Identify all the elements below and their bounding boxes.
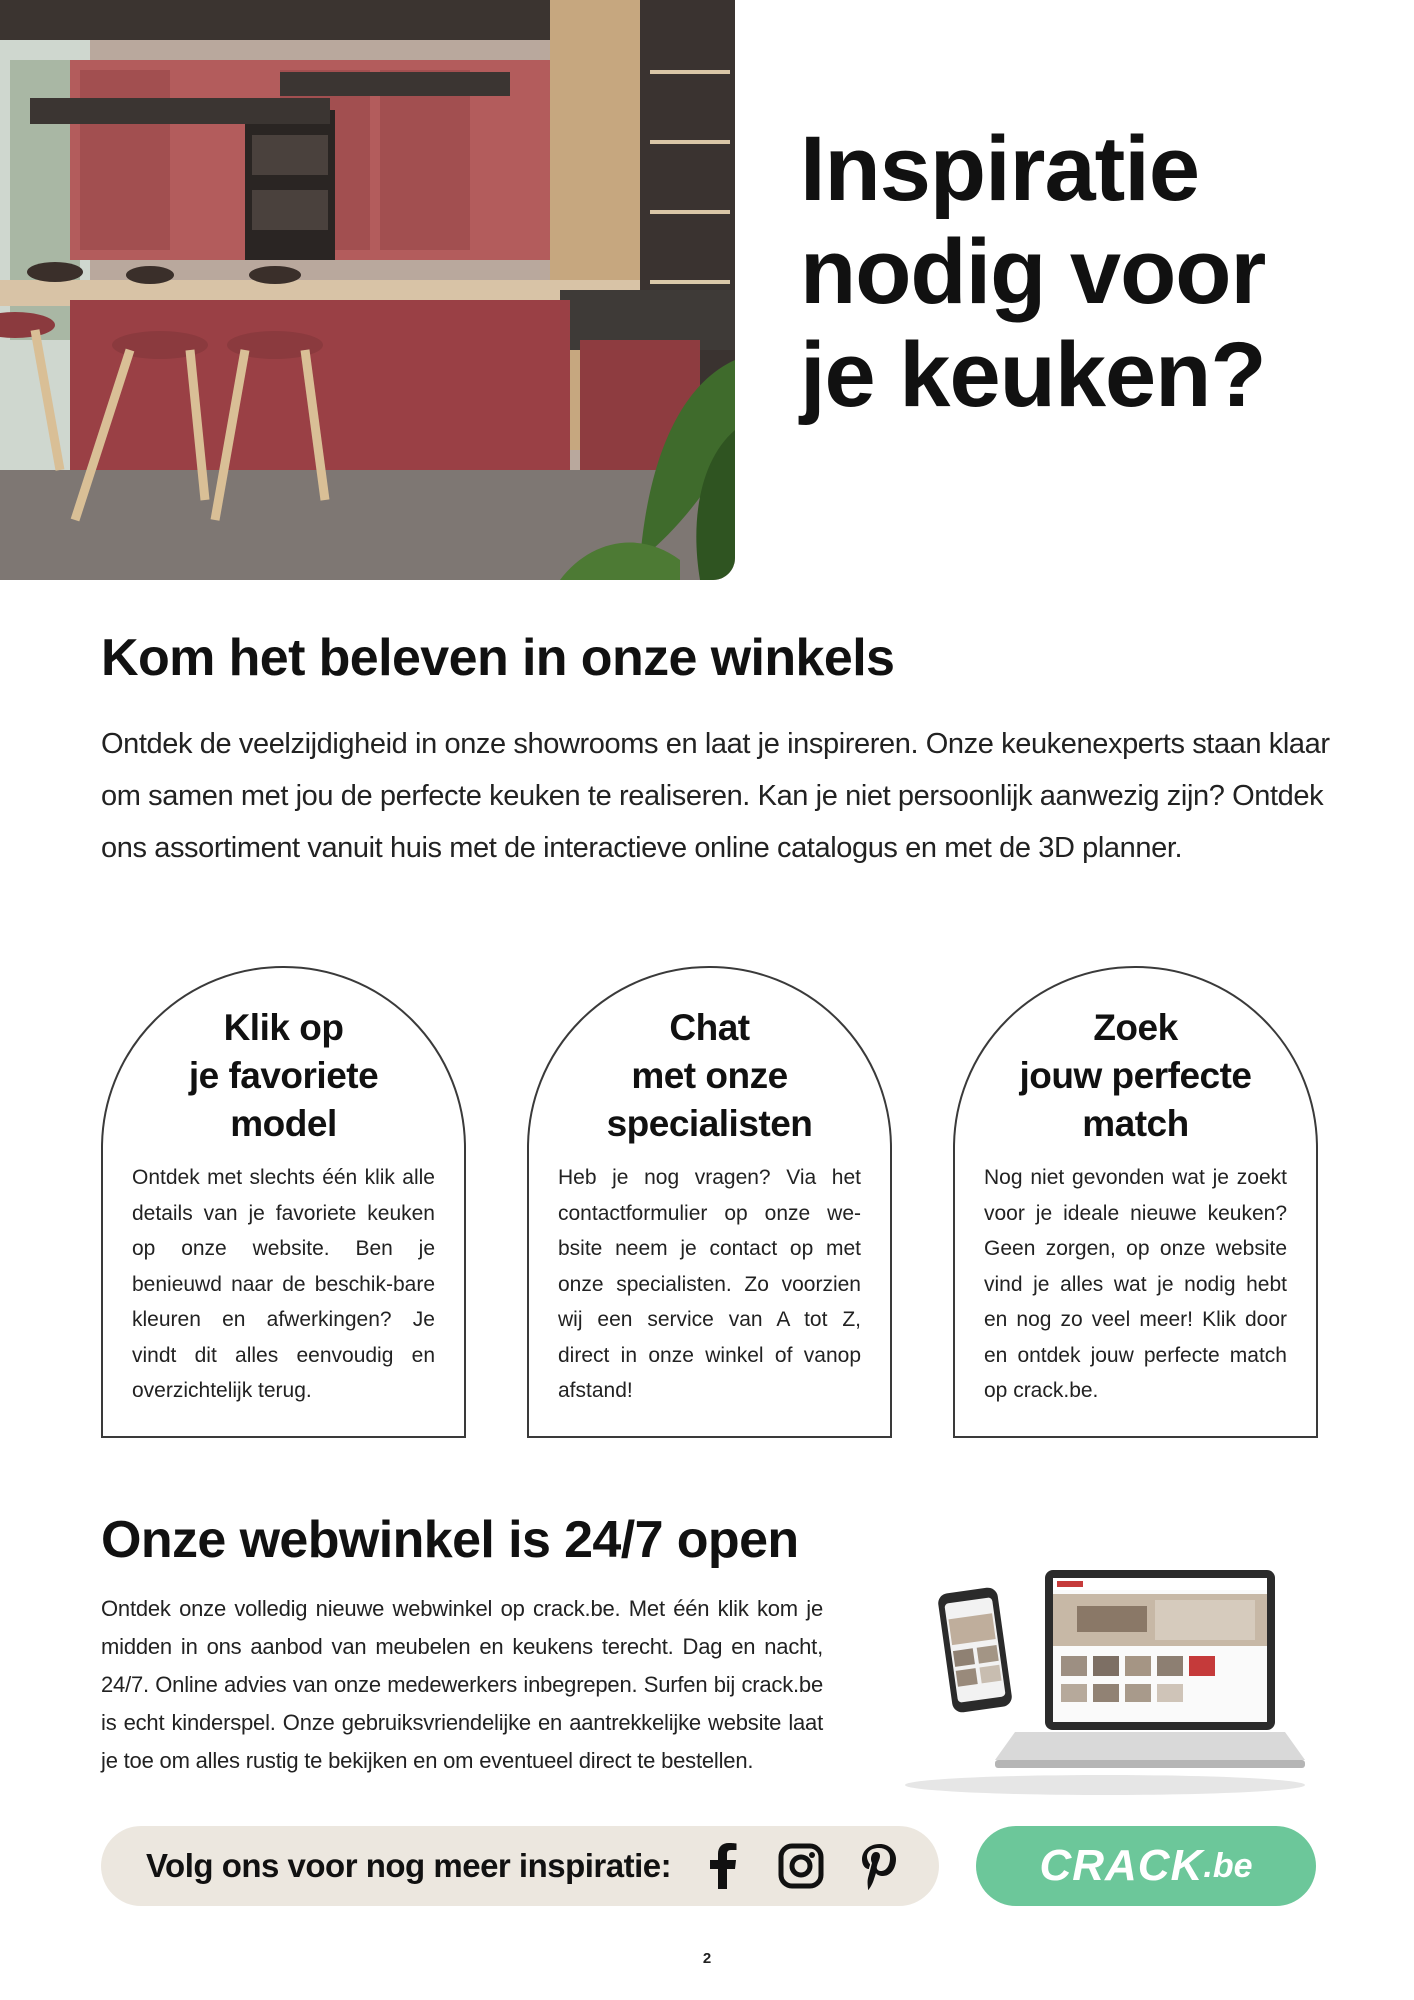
social-icons (699, 1842, 903, 1890)
card-chat-specialists (527, 966, 892, 1438)
brand-main: CRACK (1039, 1841, 1204, 1890)
card-title: Zoek jouw perfecte match (1019, 1007, 1252, 1144)
social-follow-bar (101, 1826, 939, 1906)
kitchen-photo (0, 0, 735, 580)
pinterest-icon[interactable] (855, 1842, 903, 1890)
intro-paragraph: Ontdek de veelzijdigheid in onze showrooms en laat je inspireren. Onze keukenexperts staan klaar om samen met jou de perfecte keuken te realiseren. Kan je niet persoonlijk aanwezig zijn? Ontdek ons assortiment vanuit huis met de interactieve online catalogus en met de 3D planner. (101, 728, 1330, 864)
card-perfect-match (953, 966, 1318, 1438)
crack-be-logo-button[interactable] (976, 1826, 1316, 1906)
facebook-icon[interactable] (699, 1842, 747, 1890)
hero-title: Inspiratie nodig voor je keuken? (800, 118, 1266, 426)
follow-label: Volg ons voor nog meer inspiratie: (146, 1847, 672, 1884)
instagram-icon[interactable] (777, 1842, 825, 1890)
card-text: Heb je nog vragen? Via het contactformulier op onze we-bsite neem je contact op met onze specialisten. Zo voorzien wij een service van A tot Z, direct in onze winkel of vanop afstand! (558, 1166, 861, 1402)
card-title: Chat met onze specialisten (606, 1007, 813, 1144)
section-heading-stores: Kom het beleven in onze winkels (101, 629, 895, 687)
card-favorite-model (101, 966, 466, 1438)
section-heading-webshop: Onze webwinkel is 24/7 open (101, 1511, 799, 1569)
page-number: 2 (702, 1950, 712, 1967)
brand-suffix: .be (1203, 1846, 1253, 1885)
laptop-and-phone-image (865, 1560, 1305, 1800)
card-title: Klik op je favoriete model (188, 1007, 379, 1144)
card-text: Nog niet gevonden wat je zoekt voor je ideale nieuwe keuken? Geen zorgen, op onze website vind je alles wat je nodig hebt en nog zo veel meer! Klik door en ontdek jouw perfecte match op crack.be. (984, 1166, 1287, 1402)
card-text: Ontdek met slechts één klik alle details van je favoriete keuken op onze website. Ben je benieuwd naar de beschik-bare kleuren en afwerkingen? Je vindt dit alles eenvoudig en overzichtelijk terug. (132, 1166, 435, 1402)
webshop-paragraph: Ontdek onze volledig nieuwe webwinkel op crack.be. Met één klik kom je midden in ons aanbod van meubelen en keukens terecht. Dag en nacht, 24/7. Online advies van onze medewerkers inbegrepen. Surfen bij crack.be is echt kinderspel. Onze gebruiksvriendelijke en aantrekkelijke website laat je toe om alles rustig te bekijken en om eventueel direct te bestellen. (101, 1596, 823, 1773)
